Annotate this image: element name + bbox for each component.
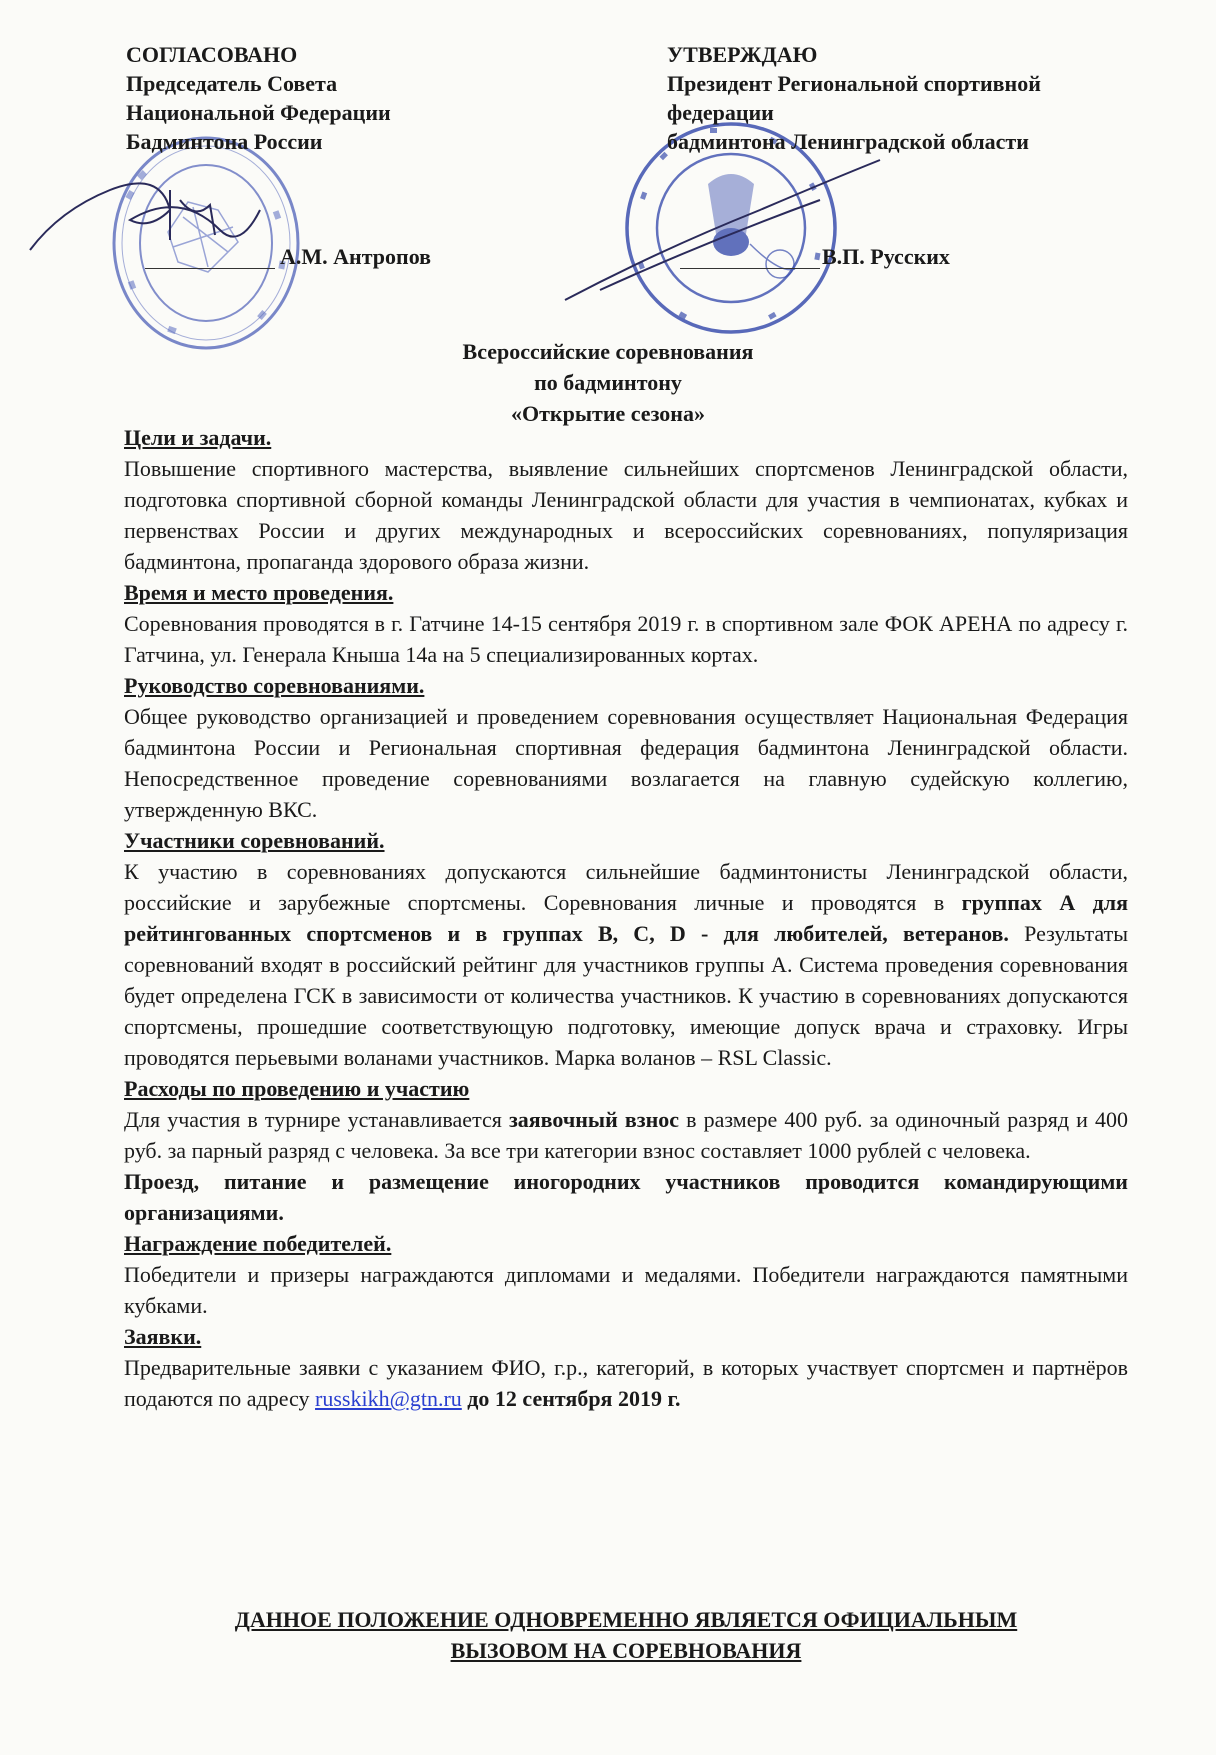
applications-text — [124, 1352, 1128, 1414]
participants-groups-bold: группах А для рейтингованных спортсменов и в группах B, C, D - для любителей, ветеранов. — [124, 890, 1128, 946]
agreed-position-line3: Бадминтона России — [126, 129, 323, 154]
agreed-position-line2: Национальной Федерации — [126, 100, 391, 125]
approved-position-line1: Президент Региональной спортивной — [667, 71, 1041, 96]
approved-label: УТВЕРЖДАЮ — [667, 42, 818, 67]
title-line3: «Открытие сезона» — [511, 401, 705, 426]
agreed-position-line1: Председатель Совета — [126, 71, 338, 96]
awards-heading: Награждение победителей. — [124, 1231, 392, 1256]
expenses-text-part1: Для участия в турнире устанавливается — [124, 1107, 509, 1132]
title-line2: по бадминтону — [534, 370, 682, 395]
signature-left — [20, 150, 280, 280]
approved-signer-name: В.П. Русских — [822, 244, 950, 269]
awards-text: Победители и призеры награждаются дипломами и медалями. Победители награждаются памятными кубками. — [124, 1262, 1128, 1318]
participants-text-part1: К участию в соревнованиях допускаются сильнейшие бадминтонисты Ленинградской области, российские и зарубежные спортсмены. Соревнования личные и проводятся в — [124, 859, 1128, 915]
official-call-note — [124, 1604, 1128, 1666]
management-text: Общее руководство организацией и проведением соревнования осуществляет Национальная Федерация бадминтона России и Региональная спортивная федерация бадминтона Ленинградской области. Непосредственное проведение соревнованиями возлагается на главную судейскую коллегию, утвержденную ВКС. — [124, 704, 1128, 822]
time-place-heading: Время и место проведения. — [124, 580, 394, 605]
deadline-bold: до 12 сентября 2019 г. — [461, 1386, 681, 1411]
document-title — [300, 336, 916, 429]
official-call-line2: ВЫЗОВОМ НА СОРЕВНОВАНИЯ — [450, 1638, 802, 1663]
entry-fee-bold: заявочный взнос — [508, 1107, 680, 1132]
approval-block-left — [126, 40, 391, 156]
travel-expenses-text: Проезд, питание и размещение иногородних участников проводится командирующими организациями. — [124, 1169, 1128, 1225]
signature-line-left — [145, 268, 275, 269]
title-line1: Всероссийские соревнования — [462, 339, 754, 364]
signature-right — [560, 150, 890, 310]
expenses-text-part2: в размере 400 руб. за одиночный разряд и 400 руб. за парный разряд с человека. За все три категории взнос составляет 1000 рублей с человека. — [124, 1107, 1128, 1163]
approved-position-line2: федерации — [667, 100, 774, 125]
goals-heading: Цели и задачи. — [124, 425, 272, 450]
applications-heading: Заявки. — [124, 1324, 202, 1349]
agreed-signer-name: А.М. Антропов — [280, 244, 432, 269]
participants-text-part2: Результаты соревнований входят в российский рейтинг для участников группы А. Система проведения соревнования будет определена ГСК в зависимости от количества участников. К участию в соревнованиях допускаются спортсмены, прошедшие соответствующую подготовку, имеющие допуск врача и страховку. Игры проводятся перьевыми воланами участников. Марка воланов – RSL Classic. — [124, 921, 1129, 1070]
participants-heading: Участники соревнований. — [124, 828, 385, 853]
applications-text-part1: Предварительные заявки с указанием ФИО, г.р., категорий, в которых участвует спортсмен и партнёров подаются по адресу — [124, 1355, 1128, 1411]
participants-text — [124, 856, 1128, 1073]
expenses-heading: Расходы по проведению и участию — [124, 1076, 470, 1101]
agreed-label: СОГЛАСОВАНО — [126, 42, 298, 67]
document-body — [124, 422, 1128, 1414]
time-place-text: Соревнования проводятся в г. Гатчине 14-15 сентября 2019 г. в спортивном зале ФОК АРЕНА по адресу г. Гатчина, ул. Генерала Кныша 14а на 5 специализированных кортах. — [124, 611, 1128, 667]
signature-line-right — [680, 268, 820, 269]
official-call-line1: ДАННОЕ ПОЛОЖЕНИЕ ОДНОВРЕМЕННО ЯВЛЯЕТСЯ ОФИЦИАЛЬНЫМ — [234, 1607, 1018, 1632]
approved-position-line3: бадминтона Ленинградской области — [667, 129, 1029, 154]
expenses-text — [124, 1104, 1128, 1166]
management-heading: Руководство соревнованиями. — [124, 673, 425, 698]
goals-text: Повышение спортивного мастерства, выявление сильнейших спортсменов Ленинградской области, подготовка спортивной сборной команды Ленинградской области для участия в чемпионатах, кубках и первенствах России и других международных и всероссийских соревнованиях, популяризация бадминтона, пропаганда здорового образа жизни. — [124, 456, 1128, 574]
email-link[interactable]: russkikh@gtn.ru — [315, 1386, 462, 1411]
approval-block-right — [667, 40, 1041, 156]
